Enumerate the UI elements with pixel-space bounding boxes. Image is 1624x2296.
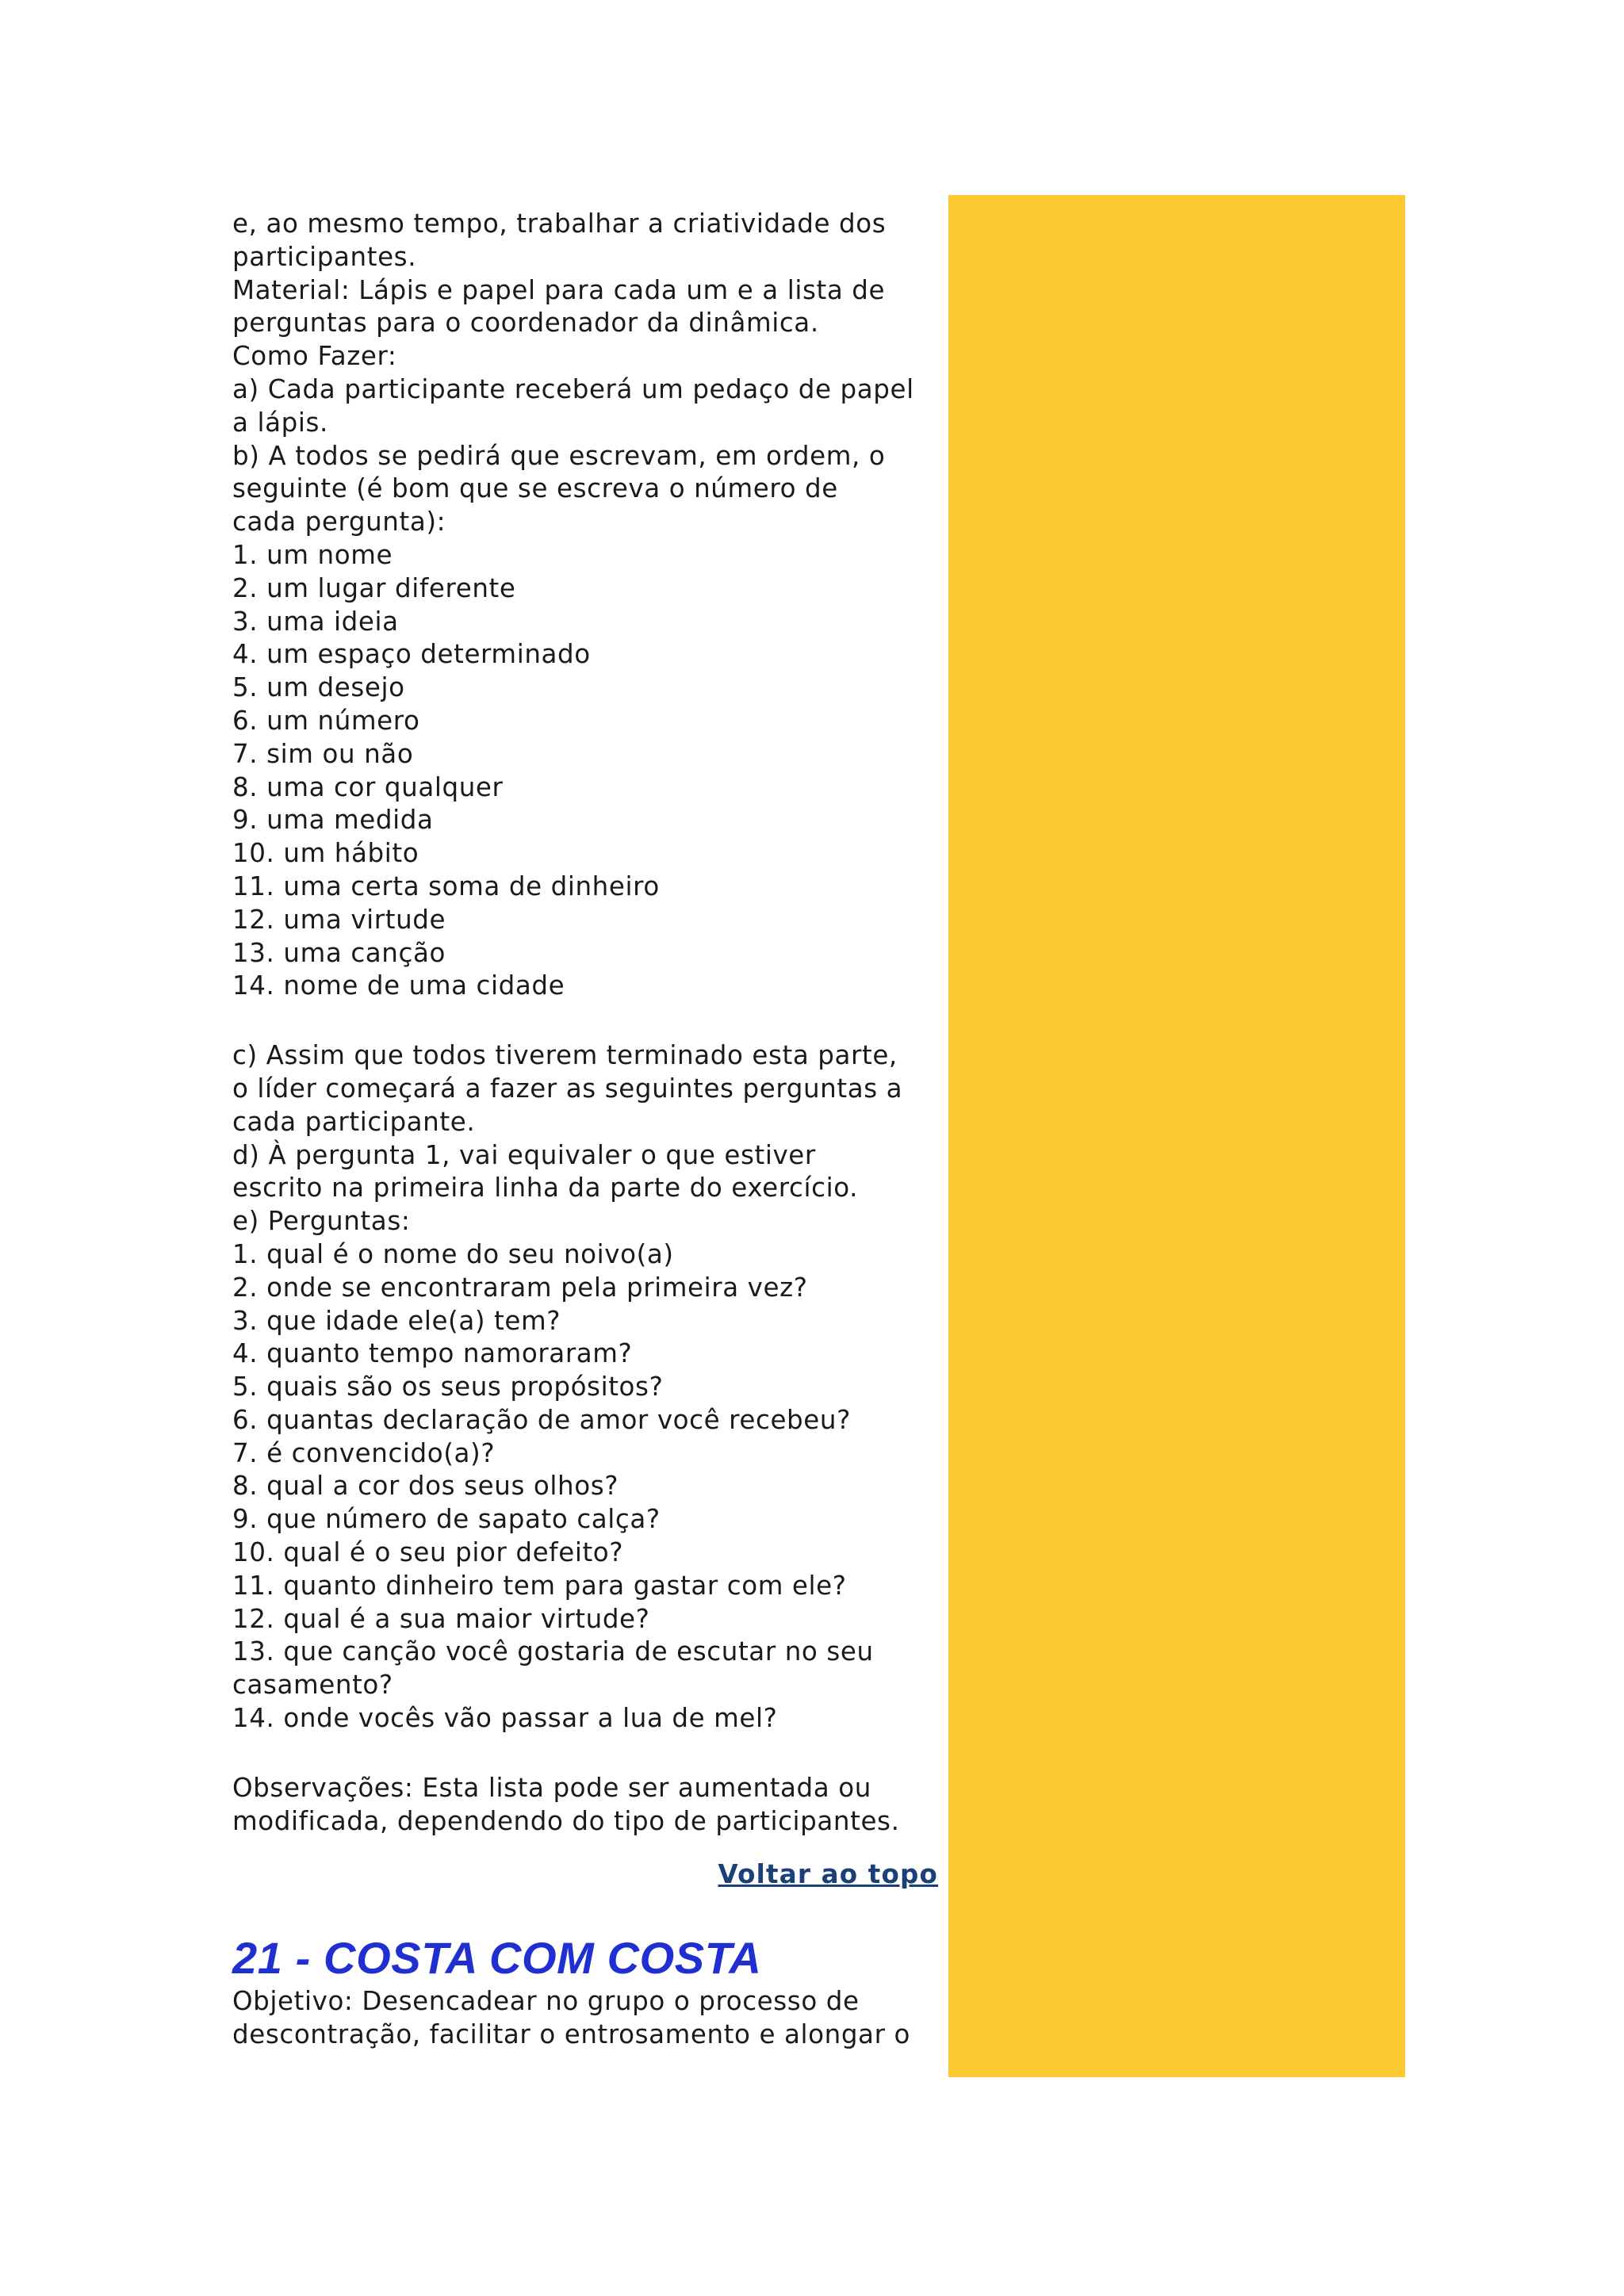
list-item: 3. que idade ele(a) tem?: [232, 1305, 561, 1336]
observations-block: [232, 1772, 938, 1839]
text-line: Objetivo: Desencadear no grupo o processo de: [232, 1986, 860, 2017]
list-item: 9. uma medida: [232, 805, 434, 836]
text-line: descontração, facilitar o entrosamento e alongar o: [232, 2019, 910, 2050]
list-item: 3. uma ideia: [232, 606, 399, 637]
text-line: a lápis.: [232, 407, 328, 438]
list-item: 1. qual é o nome do seu noivo(a): [232, 1238, 674, 1269]
text-line: Material: Lápis e papel para cada um e a lista de: [232, 274, 886, 305]
text-line: e) Perguntas:: [232, 1206, 411, 1237]
list-item: 12. uma virtude: [232, 904, 446, 935]
list-item: 5. quais são os seus propósitos?: [232, 1372, 664, 1402]
list-item: 14. nome de uma cidade: [232, 970, 565, 1001]
list-item: 11. quanto dinheiro tem para gastar com ele?: [232, 1570, 847, 1601]
answers-list: [232, 539, 938, 1003]
text-line: o líder começará a fazer as seguintes perguntas a: [232, 1073, 903, 1104]
text-line: Observações: Esta lista pode ser aumentada ou: [232, 1772, 871, 1803]
list-item: 8. qual a cor dos seus olhos?: [232, 1471, 619, 1502]
text-line: e, ao mesmo tempo, trabalhar a criatividade dos: [232, 209, 887, 239]
list-item: 7. sim ou não: [232, 738, 414, 769]
text-line: seguinte (é bom que se escreva o número de: [232, 473, 838, 504]
list-item: 10. qual é o seu pior defeito?: [232, 1537, 624, 1568]
text-line: cada participante.: [232, 1106, 476, 1137]
list-item: 2. um lugar diferente: [232, 572, 516, 603]
list-item: 11. uma certa soma de dinheiro: [232, 871, 660, 901]
list-item: 6. quantas declaração de amor você recebeu?: [232, 1404, 851, 1435]
text-line: d) À pergunta 1, vai equivaler o que estiver: [232, 1139, 816, 1170]
list-item: 5. um desejo: [232, 672, 405, 703]
text-line: perguntas para o coordenador da dinâmica.: [232, 308, 819, 339]
instructions-block: [232, 1039, 938, 1238]
list-item: 13. que canção você gostaria de escutar no seu: [232, 1636, 874, 1667]
list-item: casamento?: [232, 1670, 393, 1701]
list-item: 6. um número: [232, 705, 420, 736]
text-line: c) Assim que todos tiverem terminado esta parte,: [232, 1040, 898, 1071]
yellow-sidebar: [948, 195, 1405, 2077]
questions-list: [232, 1238, 938, 1735]
list-item: 9. que número de sapato calça?: [232, 1504, 661, 1535]
text-line: Como Fazer:: [232, 341, 397, 372]
list-item: 8. uma cor qualquer: [232, 771, 504, 802]
main-content: [232, 208, 938, 2052]
objective-block: [232, 1985, 938, 2052]
list-item: 2. onde se encontraram pela primeira vez?: [232, 1272, 808, 1303]
intro-block: [232, 208, 938, 539]
list-item: 4. um espaço determinado: [232, 639, 591, 670]
text-line: a) Cada participante receberá um pedaço de papel: [232, 373, 914, 404]
list-item: 13. uma canção: [232, 937, 446, 968]
list-item: 12. qual é a sua maior virtude?: [232, 1603, 650, 1634]
list-item: 4. quanto tempo namoraram?: [232, 1338, 633, 1369]
list-item: 14. onde vocês vão passar a lua de mel?: [232, 1703, 778, 1734]
back-to-top-link[interactable]: Voltar ao topo: [718, 1859, 938, 1890]
text-line: escrito na primeira linha da parte do exercício.: [232, 1173, 859, 1203]
paragraph-gap: [232, 1735, 938, 1772]
text-line: participantes.: [232, 241, 417, 272]
list-item: 7. é convencido(a)?: [232, 1437, 496, 1468]
text-line: cada pergunta):: [232, 507, 446, 538]
text-line: b) A todos se pedirá que escrevam, em ordem, o: [232, 440, 886, 471]
list-item: 10. um hábito: [232, 838, 419, 869]
paragraph-gap: [232, 1003, 938, 1039]
text-line: modificada, dependendo do tipo de participantes.: [232, 1805, 900, 1836]
list-item: 1. um nome: [232, 539, 393, 570]
section-title: 21 - COSTA COM COSTA: [232, 1933, 762, 1984]
